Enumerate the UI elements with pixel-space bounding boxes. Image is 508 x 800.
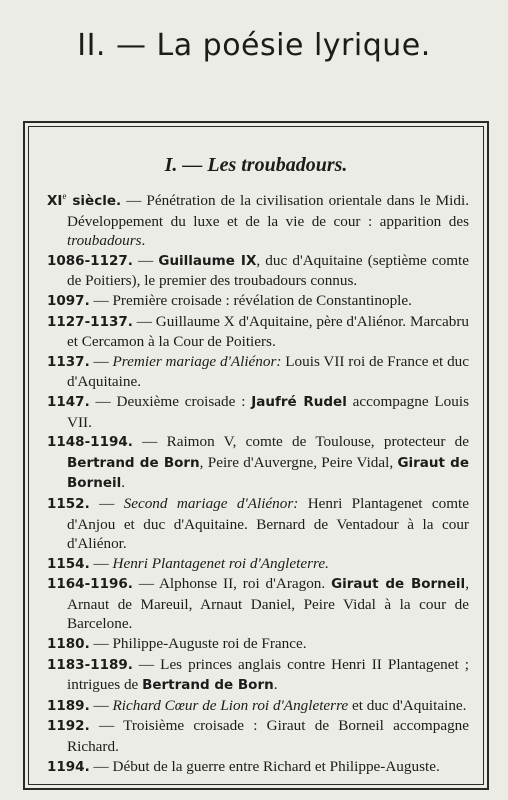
chronology-entry [47, 392, 469, 432]
entry-text: — Pénétration de la civilisation orientale dans le Midi. Développement du luxe et de la vie de cour : apparition des [67, 192, 470, 230]
entry-text: — [132, 251, 159, 269]
chronology-entry [47, 716, 469, 756]
entry-date-suffix: siècle. [66, 193, 122, 209]
entry-bold-name: Guillaume IX [158, 252, 257, 269]
entry-date: 1164-1196. [47, 576, 133, 593]
chronology-entry [47, 291, 469, 312]
content-frame-inner [28, 126, 484, 785]
entry-date-superscript: e [62, 190, 67, 201]
entry-date: XI [47, 193, 63, 209]
entry-date: 1194. [47, 758, 90, 775]
entry-bold-name: Bertrand de Born [67, 454, 200, 471]
entry-date: 1192. [47, 718, 90, 735]
chronology-list [47, 191, 469, 777]
entry-italic-text: Second mariage d'Aliénor: [123, 494, 299, 512]
entry-date: 1097. [47, 292, 90, 309]
entry-text: — Philippe-Auguste roi de France. [89, 635, 307, 653]
chronology-entry [47, 696, 469, 717]
entry-text: — [89, 696, 113, 714]
entry-date: 1154. [47, 555, 90, 572]
entry-date: 1148-1194. [47, 434, 133, 451]
section-title: I. — Les troubadours. [164, 154, 348, 176]
chronology-entry [47, 494, 469, 554]
chronology-entry [47, 432, 469, 494]
entry-text: — Deuxième croisade : [89, 392, 252, 410]
entry-text: , Peire d'Auvergne, Peire Vidal, [199, 453, 398, 471]
content-frame [23, 121, 489, 790]
chronology-entry [47, 251, 469, 291]
entry-text: — Les princes anglais contre Henri II Plantagenet ; intrigues de [67, 655, 469, 694]
entry-text: accompagne Louis VII. [67, 392, 469, 431]
entry-italic-text: Henri Plantagenet roi d'Angleterre. [112, 554, 329, 572]
page-title: II. — La poésie lyrique. [77, 28, 431, 63]
entry-text: — Début de la guerre entre Richard et Philippe-Auguste. [89, 757, 440, 775]
chronology-entry [47, 634, 469, 655]
entry-italic-text: troubadours [67, 232, 142, 250]
entry-bold-name: Giraut de Borneil [67, 454, 469, 492]
entry-date: 1152. [47, 495, 90, 512]
entry-text: — Alphonse II, roi d'Aragon. [132, 575, 332, 593]
entry-text: . [141, 232, 146, 250]
entry-text: — Première croisade : révélation de Constantinople. [89, 291, 412, 309]
chronology-entry [47, 574, 469, 634]
entry-text: — Troisième croisade : Giraut de Borneil accompagne Richard. [67, 717, 469, 756]
entry-date: 1189. [47, 697, 90, 714]
entry-text: . [121, 474, 126, 492]
entry-date: 1127-1137. [47, 313, 133, 330]
entry-text: — [89, 494, 124, 512]
chronology-entry [47, 757, 469, 778]
entry-text: Louis VII roi de France et duc d'Aquitaine. [67, 352, 469, 391]
entry-italic-text: Premier mariage d'Aliénor: [112, 352, 282, 370]
entry-text: — [89, 554, 113, 572]
entry-date: 1137. [47, 353, 90, 370]
entry-text: et duc d'Aquitaine. [348, 696, 467, 714]
entry-text: . [273, 676, 278, 694]
entry-bold-name: Giraut de Borneil [331, 576, 466, 593]
chronology-entry [47, 191, 469, 251]
entry-date: 1183-1189. [47, 656, 133, 673]
entry-text: — [89, 352, 113, 370]
entry-date: 1147. [47, 393, 90, 410]
entry-text: — Guillaume X d'Aquitaine, père d'Aliénor. Marcabru et Cercamon à la Cour de Poitiers. [67, 312, 469, 351]
entry-text: , Arnaut de Mareuil, Arnaut Daniel, Peire Vidal à la cour de Barcelone. [67, 575, 469, 633]
chronology-entry [47, 312, 469, 352]
chronology-entry [47, 352, 469, 392]
entry-bold-name: Jaufré Rudel [251, 393, 347, 410]
entry-date: 1180. [47, 636, 90, 653]
entry-bold-name: Bertrand de Born [142, 677, 274, 694]
chronology-entry [47, 655, 469, 696]
entry-text: , duc d'Aquitaine (septième comte de Poitiers), le premier des troubadours connus. [67, 251, 470, 290]
chronology-entry [47, 554, 469, 575]
entry-text: Henri Plantagenet comte d'Anjou et duc d'Aquitaine. Bernard de Ventadour à la cour d'Aliénor. [67, 494, 469, 553]
entry-text: — Raimon V, comte de Toulouse, protecteur de [132, 433, 469, 451]
entry-date: 1086-1127. [47, 252, 133, 269]
entry-italic-text: Richard Cœur de Lion roi d'Angleterre [112, 696, 349, 714]
